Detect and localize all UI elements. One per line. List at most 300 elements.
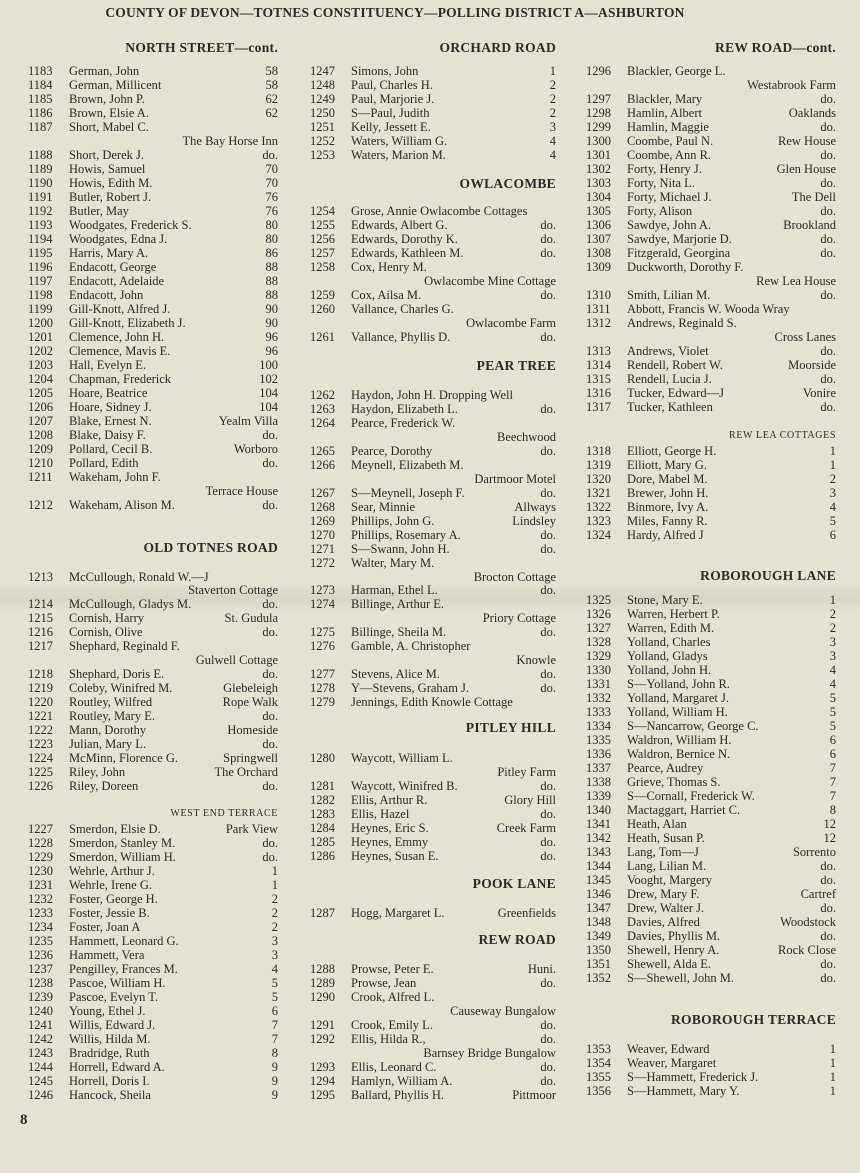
elector-number: 1350 [586, 943, 611, 957]
elector-name: Endacott, Adelaide [69, 274, 165, 288]
elector-row [28, 934, 278, 948]
elector-address: 1 [549, 64, 556, 78]
elector-address: Allways [514, 500, 556, 514]
elector-number: 1317 [586, 400, 611, 414]
elector-address: 9 [271, 1074, 278, 1088]
elector-number: 1308 [586, 246, 611, 260]
elector-address: 1 [271, 878, 278, 892]
elector-address: do. [540, 528, 556, 542]
elector-address: 70 [265, 176, 278, 190]
elector-row [310, 330, 556, 344]
elector-row [310, 990, 556, 1004]
elector-row [28, 878, 278, 892]
elector-number: 1299 [586, 120, 611, 134]
elector-number: 1335 [586, 733, 611, 747]
elector-number: 1275 [310, 625, 335, 639]
elector-row [28, 246, 278, 260]
elector-name: Heynes, Susan E. [351, 849, 439, 863]
elector-address: do. [540, 807, 556, 821]
elector-number: 1226 [28, 779, 53, 793]
elector-number: 1341 [586, 817, 611, 831]
elector-number: 1311 [586, 302, 611, 316]
elector-row [310, 78, 556, 92]
elector-row [310, 64, 556, 78]
elector-address: The Orchard [214, 765, 278, 779]
elector-address: Rock Close [778, 943, 836, 957]
elector-row [586, 971, 836, 985]
elector-number: 1184 [28, 78, 53, 92]
elector-number: 1243 [28, 1046, 53, 1060]
elector-name: Hardy, Alfred J [627, 528, 704, 542]
elector-address: do. [540, 625, 556, 639]
elector-row [310, 204, 556, 218]
elector-row [586, 649, 836, 663]
elector-number: 1356 [586, 1084, 611, 1098]
elector-row [586, 134, 836, 148]
elector-address: 3 [271, 934, 278, 948]
elector-name: S—Yolland, John R. [627, 677, 730, 691]
elector-row [28, 344, 278, 358]
elector-address: 1 [829, 1070, 836, 1084]
address-continuation: Owlacombe Mine Cottage [424, 274, 556, 288]
elector-address: 58 [265, 64, 278, 78]
elector-row [586, 386, 836, 400]
elector-number: 1294 [310, 1074, 335, 1088]
elector-number: 1297 [586, 92, 611, 106]
elector-address: do. [820, 971, 836, 985]
address-continuation: Staverton Cottage [188, 583, 278, 597]
elector-row [310, 667, 556, 681]
elector-name: Edwards, Dorothy K. [351, 232, 458, 246]
elector-number: 1196 [28, 260, 53, 274]
elector-name: Endacott, George [69, 260, 157, 274]
elector-name: Waters, Marion M. [351, 148, 446, 162]
elector-row [586, 316, 836, 330]
elector-number: 1218 [28, 667, 53, 681]
elector-number: 1247 [310, 64, 335, 78]
elector-row [310, 976, 556, 990]
elector-address: Homeside [227, 723, 278, 737]
address-continuation: Priory Cottage [482, 611, 556, 625]
elector-row [586, 677, 836, 691]
elector-name: Coombe, Ann R. [627, 148, 712, 162]
address-continuation: Pitley Farm [497, 765, 556, 779]
elector-row [28, 681, 278, 695]
elector-number: 1263 [310, 402, 335, 416]
elector-address: 2 [549, 106, 556, 120]
elector-address: do. [540, 779, 556, 793]
elector-address: 5 [271, 976, 278, 990]
elector-name: Yolland, John H. [627, 663, 712, 677]
elector-number: 1215 [28, 611, 53, 625]
elector-number: 1325 [586, 593, 611, 607]
elector-row [586, 372, 836, 386]
elector-row [310, 388, 556, 402]
elector-address: Rew House [778, 134, 836, 148]
elector-row [28, 218, 278, 232]
elector-row [28, 302, 278, 316]
elector-row [586, 761, 836, 775]
section-heading: PITLEY HILL [465, 720, 556, 735]
elector-number: 1219 [28, 681, 53, 695]
elector-name: Edwards, Albert G. [351, 218, 448, 232]
elector-name: Rendell, Robert W. [627, 358, 723, 372]
elector-address: 4 [549, 134, 556, 148]
elector-number: 1236 [28, 948, 53, 962]
elector-number: 1346 [586, 887, 611, 901]
elector-number: 1228 [28, 836, 53, 850]
elector-number: 1312 [586, 316, 611, 330]
elector-number: 1306 [586, 218, 611, 232]
elector-address: do. [820, 176, 836, 190]
elector-address: Oaklands [788, 106, 836, 120]
elector-name: Foster, Joan A [69, 920, 141, 934]
elector-number: 1343 [586, 845, 611, 859]
elector-number: 1284 [310, 821, 335, 835]
elector-address: do. [820, 372, 836, 386]
elector-name: Routley, Mary E. [69, 709, 155, 723]
elector-row [586, 859, 836, 873]
elector-name: S—Nancarrow, George C. [627, 719, 759, 733]
elector-row [310, 849, 556, 863]
elector-row [310, 962, 556, 976]
elector-address: Greenfields [497, 906, 556, 920]
elector-number: 1276 [310, 639, 335, 653]
elector-row [586, 232, 836, 246]
elector-name: Wehrle, Irene G. [69, 878, 152, 892]
elector-address: do. [540, 444, 556, 458]
elector-row [586, 148, 836, 162]
elector-number: 1258 [310, 260, 335, 274]
elector-number: 1303 [586, 176, 611, 190]
elector-name: Riley, John [69, 765, 126, 779]
elector-number: 1278 [310, 681, 335, 695]
elector-number: 1293 [310, 1060, 335, 1074]
elector-address: 8 [271, 1046, 278, 1060]
elector-number: 1273 [310, 583, 335, 597]
elector-number: 1249 [310, 92, 335, 106]
elector-row [28, 836, 278, 850]
elector-address: 2 [829, 472, 836, 486]
elector-number: 1198 [28, 288, 53, 302]
elector-number: 1345 [586, 873, 611, 887]
elector-address: do. [540, 1032, 556, 1046]
elector-address: 90 [265, 302, 278, 316]
elector-address: do. [820, 400, 836, 414]
section-heading: REW ROAD [478, 932, 556, 947]
section-heading: NORTH STREET—cont. [125, 40, 278, 55]
elector-name: Lang, Tom—J [627, 845, 699, 859]
elector-number: 1189 [28, 162, 53, 176]
elector-name: Waycott, Winifred B. [351, 779, 458, 793]
elector-row [28, 1088, 278, 1102]
elector-name: Ellis, Hazel [351, 807, 410, 821]
elector-address: 2 [271, 892, 278, 906]
elector-address: 12 [823, 831, 836, 845]
elector-number: 1205 [28, 386, 53, 400]
elector-number: 1309 [586, 260, 611, 274]
elector-name: McCullough, Gladys M. [69, 597, 192, 611]
elector-row [310, 288, 556, 302]
elector-name: Simons, John [351, 64, 419, 78]
elector-address: Glen House [776, 162, 836, 176]
elector-address: 104 [259, 400, 278, 414]
elector-row [28, 162, 278, 176]
elector-name: Chapman, Frederick [69, 372, 172, 386]
elector-name: Blackler, Mary [627, 92, 703, 106]
elector-row [586, 831, 836, 845]
elector-number: 1253 [310, 148, 335, 162]
address-continuation: Knowle [516, 653, 556, 667]
elector-number: 1242 [28, 1032, 53, 1046]
elector-number: 1254 [310, 204, 335, 218]
section-heading: PEAR TREE [476, 358, 556, 373]
elector-number: 1234 [28, 920, 53, 934]
elector-name: Stone, Mary E. [627, 593, 703, 607]
elector-number: 1323 [586, 514, 611, 528]
elector-row [310, 500, 556, 514]
elector-name: Abbott, Francis W. Wooda Wray [627, 302, 790, 316]
elector-number: 1319 [586, 458, 611, 472]
elector-number: 1285 [310, 835, 335, 849]
elector-name: Clemence, John H. [69, 330, 165, 344]
address-continuation: Owlacombe Farm [466, 316, 556, 330]
elector-name: S—Hammett, Mary Y. [627, 1084, 740, 1098]
elector-name: Heynes, Emmy [351, 835, 429, 849]
elector-number: 1334 [586, 719, 611, 733]
section-heading: OWLACOMBE [459, 176, 556, 191]
elector-number: 1269 [310, 514, 335, 528]
elector-address: do. [262, 148, 278, 162]
elector-name: Woodgates, Frederick S. [69, 218, 192, 232]
elector-name: Clemence, Mavis E. [69, 344, 171, 358]
elector-row [310, 528, 556, 542]
elector-name: Yolland, Gladys [627, 649, 708, 663]
elector-address: 9 [271, 1088, 278, 1102]
elector-name: Davies, Phyllis M. [627, 929, 721, 943]
elector-address: 3 [829, 635, 836, 649]
elector-row [310, 625, 556, 639]
elector-number: 1289 [310, 976, 335, 990]
elector-address: 7 [271, 1032, 278, 1046]
elector-address: 3 [829, 486, 836, 500]
address-continuation: Barnsey Bridge Bungalow [423, 1046, 556, 1060]
elector-number: 1251 [310, 120, 335, 134]
address-continuation: Dartmoor Motel [474, 472, 556, 486]
elector-address: The Dell [791, 190, 836, 204]
elector-name: Rendell, Lucia J. [627, 372, 712, 386]
elector-row [586, 500, 836, 514]
elector-number: 1354 [586, 1056, 611, 1070]
elector-number: 1300 [586, 134, 611, 148]
elector-row [586, 691, 836, 705]
elector-number: 1206 [28, 400, 53, 414]
elector-name: Lang, Lilian M. [627, 859, 707, 873]
elector-name: Hoare, Beatrice [69, 386, 148, 400]
elector-number: 1339 [586, 789, 611, 803]
elector-name: Woodgates, Edna J. [69, 232, 168, 246]
elector-name: Willis, Edward J. [69, 1018, 156, 1032]
elector-name: Weaver, Margaret [627, 1056, 717, 1070]
elector-name: Paul, Marjorie J. [351, 92, 435, 106]
elector-address: do. [820, 232, 836, 246]
elector-address: Yealm Villa [218, 414, 278, 428]
elector-name: Dore, Mabel M. [627, 472, 708, 486]
section-heading: REW ROAD—cont. [715, 40, 836, 55]
elector-row [28, 639, 278, 653]
elector-name: Butler, Robert J. [69, 190, 152, 204]
elector-row [310, 218, 556, 232]
elector-name: Weaver, Edward [627, 1042, 710, 1056]
elector-row [586, 775, 836, 789]
elector-name: S—Swann, John H. [351, 542, 450, 556]
elector-row [28, 906, 278, 920]
elector-address: do. [540, 288, 556, 302]
elector-row [28, 597, 278, 611]
elector-row [28, 709, 278, 723]
elector-number: 1327 [586, 621, 611, 635]
elector-number: 1264 [310, 416, 335, 430]
elector-name: Ellis, Leonard C. [351, 1060, 437, 1074]
elector-name: Meynell, Elizabeth M. [351, 458, 464, 472]
section-heading: REW LEA COTTAGES [729, 430, 836, 441]
elector-row [310, 444, 556, 458]
elector-row [586, 887, 836, 901]
elector-name: Shephard, Doris E. [69, 667, 165, 681]
elector-row [28, 400, 278, 414]
elector-row [28, 822, 278, 836]
elector-address: do. [540, 542, 556, 556]
elector-row [28, 288, 278, 302]
elector-name: Smerdon, William H. [69, 850, 176, 864]
elector-name: Smerdon, Elsie D. [69, 822, 161, 836]
elector-address: do. [262, 498, 278, 512]
elector-number: 1235 [28, 934, 53, 948]
elector-address: 2 [549, 92, 556, 106]
elector-number: 1241 [28, 1018, 53, 1032]
elector-name: Y—Stevens, Graham J. [351, 681, 470, 695]
elector-number: 1202 [28, 344, 53, 358]
elector-number: 1214 [28, 597, 53, 611]
elector-row [28, 456, 278, 470]
elector-address: 5 [829, 514, 836, 528]
elector-address: do. [540, 681, 556, 695]
elector-address: 6 [829, 733, 836, 747]
elector-address: do. [540, 667, 556, 681]
elector-number: 1185 [28, 92, 53, 106]
elector-row [586, 64, 836, 78]
elector-row [586, 803, 836, 817]
elector-number: 1183 [28, 64, 53, 78]
elector-row [28, 1046, 278, 1060]
elector-address: 104 [259, 386, 278, 400]
elector-address: 76 [265, 204, 278, 218]
elector-row [28, 990, 278, 1004]
elector-row [310, 1088, 556, 1102]
elector-row [28, 64, 278, 78]
elector-address: 88 [265, 274, 278, 288]
elector-number: 1351 [586, 957, 611, 971]
elector-name: Forty, Alison [627, 204, 693, 218]
elector-address: do. [540, 976, 556, 990]
elector-address: Creek Farm [496, 821, 556, 835]
elector-row [28, 470, 278, 484]
elector-name: Binmore, Ivy A. [627, 500, 709, 514]
elector-row [28, 316, 278, 330]
elector-name: Shewell, Alda E. [627, 957, 712, 971]
elector-address: 4 [829, 663, 836, 677]
elector-row [28, 976, 278, 990]
elector-number: 1314 [586, 358, 611, 372]
elector-address: 6 [829, 528, 836, 542]
elector-number: 1349 [586, 929, 611, 943]
elector-number: 1190 [28, 176, 53, 190]
elector-row [310, 542, 556, 556]
section-heading: ORCHARD ROAD [439, 40, 556, 55]
elector-number: 1259 [310, 288, 335, 302]
elector-row [586, 288, 836, 302]
elector-address: Park View [225, 822, 278, 836]
elector-address: Woodstock [780, 915, 836, 929]
elector-row [28, 1074, 278, 1088]
elector-name: Crook, Emily L. [351, 1018, 433, 1032]
elector-address: do. [262, 850, 278, 864]
section-heading: POOK LANE [472, 876, 556, 891]
elector-name: Routley, Wilfred [69, 695, 153, 709]
elector-address: do. [540, 835, 556, 849]
elector-row [310, 1032, 556, 1046]
elector-row [28, 78, 278, 92]
elector-number: 1260 [310, 302, 335, 316]
elector-number: 1316 [586, 386, 611, 400]
elector-row [586, 204, 836, 218]
elector-name: Hogg, Margaret L. [351, 906, 445, 920]
elector-name: Sawdye, Marjorie D. [627, 232, 732, 246]
elector-row [586, 1070, 836, 1084]
elector-row [586, 957, 836, 971]
elector-name: Harris, Mary A. [69, 246, 149, 260]
elector-number: 1238 [28, 976, 53, 990]
elector-row [28, 779, 278, 793]
elector-row [586, 705, 836, 719]
elector-row [586, 621, 836, 635]
address-continuation: Causeway Bungalow [450, 1004, 556, 1018]
elector-row [586, 344, 836, 358]
elector-name: Howis, Samuel [69, 162, 146, 176]
elector-address: 90 [265, 316, 278, 330]
elector-address: Brookland [783, 218, 836, 232]
elector-name: Brown, John P. [69, 92, 145, 106]
elector-number: 1271 [310, 542, 335, 556]
elector-row [28, 864, 278, 878]
elector-row [28, 232, 278, 246]
elector-address: do. [540, 1074, 556, 1088]
elector-name: Cox, Henry M. [351, 260, 427, 274]
elector-number: 1332 [586, 691, 611, 705]
elector-name: Drew, Mary F. [627, 887, 700, 901]
elector-row [28, 274, 278, 288]
elector-number: 1187 [28, 120, 53, 134]
elector-address: 62 [265, 92, 278, 106]
elector-name: Warren, Edith M. [627, 621, 715, 635]
elector-name: Hammett, Leonard G. [69, 934, 179, 948]
elector-name: Drew, Walter J. [627, 901, 705, 915]
elector-number: 1252 [310, 134, 335, 148]
elector-number: 1337 [586, 761, 611, 775]
elector-address: Cartref [800, 887, 836, 901]
elector-name: Howis, Edith M. [69, 176, 153, 190]
elector-row [586, 719, 836, 733]
